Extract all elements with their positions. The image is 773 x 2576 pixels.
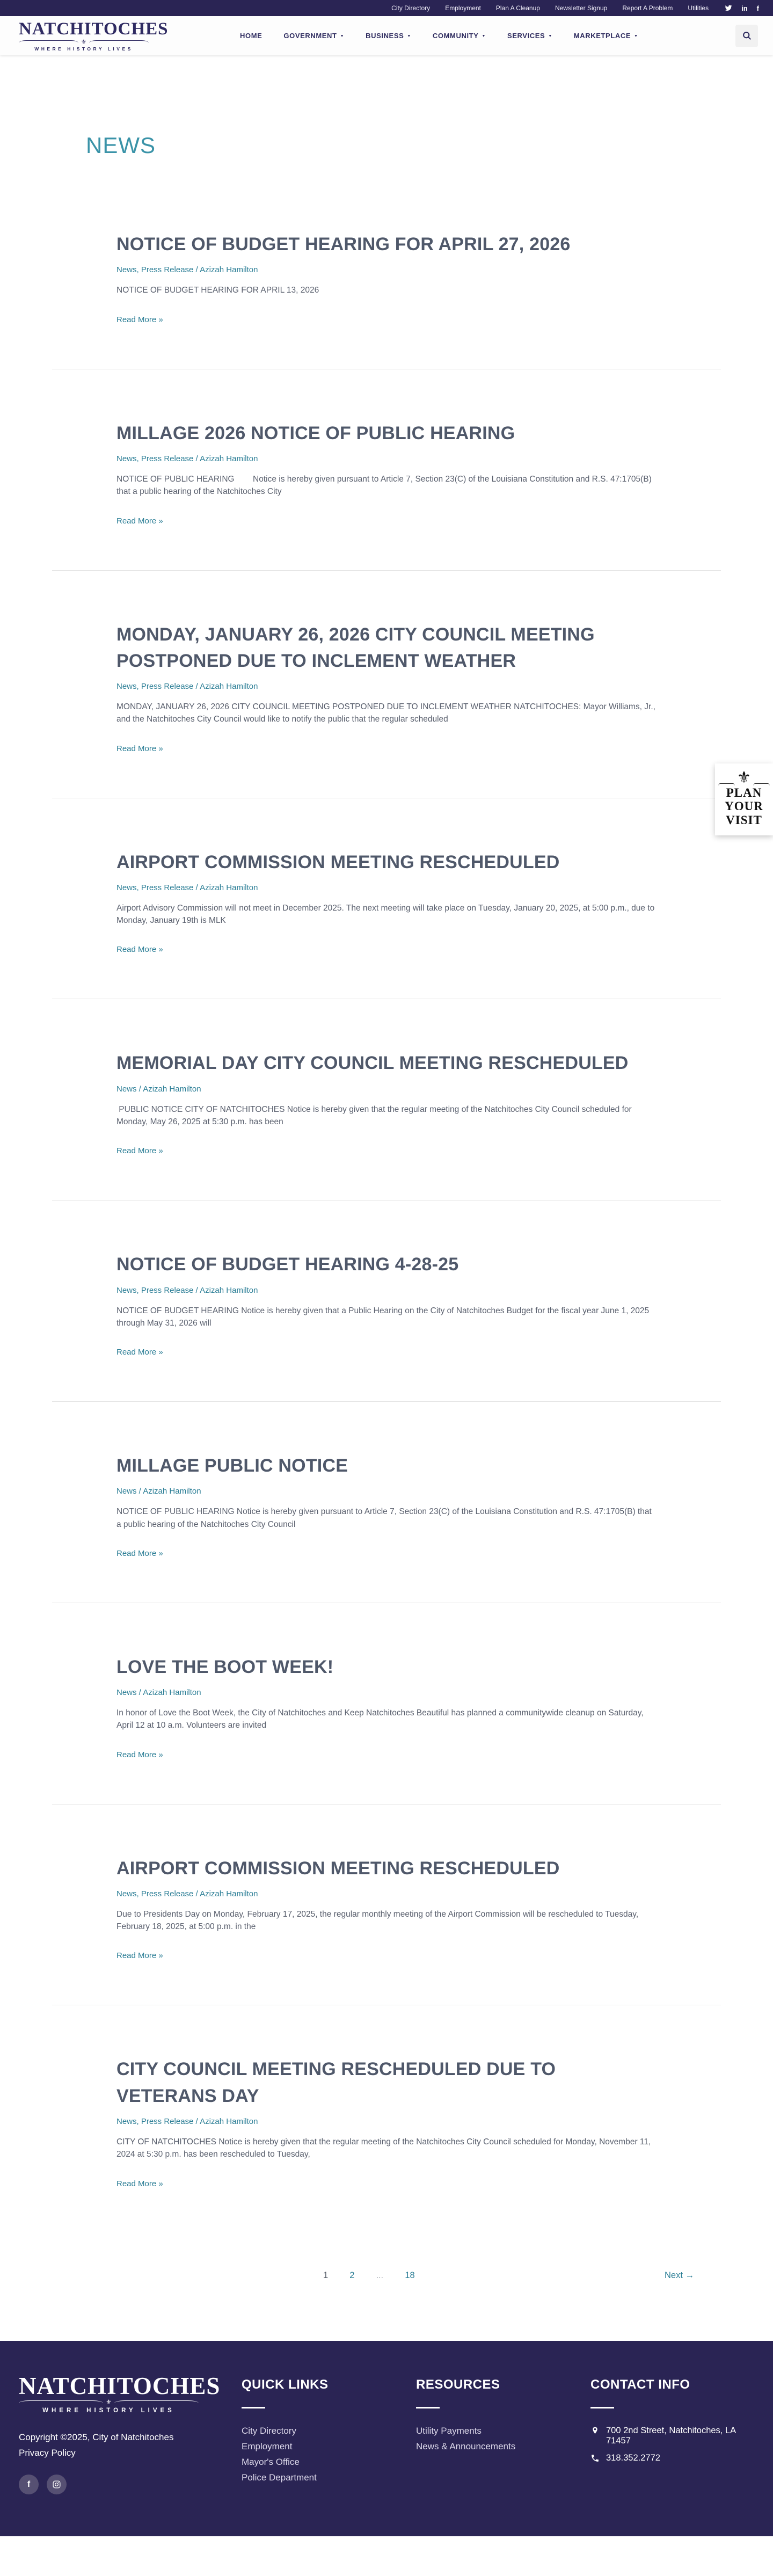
footer-link[interactable]: Utility Payments — [416, 2425, 482, 2436]
pagination — [52, 2271, 721, 2281]
article-excerpt: Due to Presidents Day on Monday, February 17, 2025, the regular monthly meeting of the Airport Commission will be rescheduled to Tuesday, February 18, 2025, at 5:00 p.m. in the — [116, 1909, 639, 1932]
read-more-link[interactable]: Read More » — [116, 1750, 163, 1759]
read-more-link[interactable]: Read More » — [116, 1146, 163, 1156]
site-logo[interactable] — [19, 19, 169, 52]
article-meta — [116, 1085, 657, 1094]
logo-tagline: WHERE HISTORY LIVES — [34, 46, 133, 52]
topbar-social — [725, 4, 759, 12]
twitter-icon[interactable] — [725, 4, 732, 12]
article-title-link[interactable]: AIRPORT COMMISSION MEETING RESCHEDULED — [116, 1858, 560, 1879]
article-title — [116, 849, 657, 876]
article-title-link[interactable]: MEMORIAL DAY CITY COUNCIL MEETING RESCHEDULED — [116, 1053, 629, 1074]
topbar-links — [391, 4, 709, 12]
article-categories-link[interactable]: News, Press Release — [116, 682, 194, 692]
meta-separator: / — [136, 1084, 143, 1094]
article-excerpt: NOTICE OF BUDGET HEARING FOR APRIL 13, 2026 — [116, 286, 319, 295]
news-article-card — [52, 1402, 721, 1603]
chevron-down-icon: ▼ — [340, 34, 345, 38]
article-meta — [116, 454, 657, 463]
fleur-de-lis-icon: ⚜ — [106, 2398, 112, 2406]
news-article-card — [52, 369, 721, 571]
meta-separator: / — [193, 682, 200, 692]
article-meta — [116, 2117, 657, 2126]
copyright-text: Copyright ©2025, City of Natchitoches — [19, 2432, 174, 2442]
article-author-link[interactable]: Azizah Hamilton — [143, 1487, 201, 1496]
site-header — [0, 16, 773, 55]
article-categories-link[interactable]: News — [116, 1487, 137, 1496]
meta-separator: / — [193, 454, 200, 464]
meta-separator: / — [136, 1487, 143, 1496]
site-footer — [0, 2341, 773, 2537]
footer-logo — [19, 2372, 221, 2495]
articles-list — [52, 180, 721, 2232]
pagination-next-link[interactable]: Next → — [664, 2270, 694, 2280]
read-more-link[interactable]: Read More » — [116, 1548, 163, 1558]
topbar-link[interactable]: City Directory — [391, 4, 431, 12]
chevron-down-icon: ▼ — [482, 34, 486, 38]
footer-flourish-left — [19, 2400, 103, 2403]
footer-contact-column — [590, 2374, 752, 2495]
footer-link-item — [242, 2441, 416, 2452]
article-excerpt: MONDAY, JANUARY 26, 2026 CITY COUNCIL MEETING POSTPONED DUE TO INCLEMENT WEATHER NATCHITOCHES: Mayor Williams, Jr., and the Natchitoches City Council would like to notify the public that the regular scheduled — [116, 702, 655, 724]
topbar-link[interactable]: Report A Problem — [622, 4, 673, 12]
news-article-card — [52, 1200, 721, 1402]
footer-link[interactable]: Police Department — [242, 2472, 317, 2483]
nav-item[interactable]: COMMUNITY ▼ — [432, 32, 486, 40]
linkedin-icon[interactable]: in — [741, 4, 748, 12]
footer-quick-links-column — [242, 2374, 416, 2495]
article-author-link[interactable]: Azizah Hamilton — [143, 1688, 201, 1698]
article-categories-link[interactable]: News, Press Release — [116, 2117, 194, 2126]
news-list-page — [52, 55, 721, 2281]
article-title-link[interactable]: CITY COUNCIL MEETING RESCHEDULED DUE TO VETERANS DAY — [116, 2059, 556, 2106]
search-icon — [742, 31, 752, 40]
article-title-link[interactable]: AIRPORT COMMISSION MEETING RESCHEDULED — [116, 852, 560, 872]
logo-flourish-right — [89, 40, 149, 43]
nav-item[interactable]: MARKETPLACE ▼ — [573, 32, 638, 40]
news-article-card — [52, 1804, 721, 2006]
plan-your-visit-line1: PLAN — [726, 786, 762, 799]
plan-your-visit-widget[interactable] — [715, 763, 773, 835]
article-title-link[interactable]: MILLAGE PUBLIC NOTICE — [116, 1456, 348, 1476]
article-title — [116, 420, 657, 447]
nav-item[interactable]: SERVICES ▼ — [507, 32, 552, 40]
read-more-link[interactable]: Read More » — [116, 1951, 163, 1961]
pagination-ellipsis: … — [376, 2271, 384, 2280]
article-author-link[interactable]: Azizah Hamilton — [200, 1285, 258, 1295]
pagination-page-2[interactable]: 2 — [349, 2270, 355, 2280]
article-author-link[interactable]: Azizah Hamilton — [200, 2117, 258, 2126]
meta-separator: / — [193, 1889, 200, 1898]
article-meta — [116, 883, 657, 892]
plan-your-visit-line3: VISIT — [726, 813, 762, 827]
page-title: NEWS — [86, 133, 156, 158]
news-article-card — [52, 999, 721, 1200]
utility-topbar — [0, 0, 773, 16]
footer-link-item — [416, 2441, 590, 2452]
article-title-link[interactable]: MONDAY, JANUARY 26, 2026 CITY COUNCIL MEETING POSTPONED DUE TO INCLEMENT WEATHER — [116, 624, 595, 671]
article-meta — [116, 1688, 657, 1697]
logo-wordmark: NATCHITOCHES — [19, 19, 169, 39]
article-author-link[interactable]: Azizah Hamilton — [200, 883, 258, 892]
article-meta — [116, 1889, 657, 1898]
topbar-link[interactable]: Employment — [445, 4, 481, 12]
nav-item[interactable]: HOME — [240, 32, 262, 40]
footer-link-item — [242, 2457, 416, 2468]
article-author-link[interactable]: Azizah Hamilton — [200, 1889, 258, 1898]
instagram-icon[interactable] — [47, 2475, 67, 2494]
meta-separator: / — [193, 883, 200, 892]
nav-item[interactable]: BUSINESS ▼ — [366, 32, 411, 40]
topbar-link[interactable]: Newsletter Signup — [555, 4, 608, 12]
article-title — [116, 1855, 657, 1882]
read-more-link[interactable]: Read More » — [116, 744, 163, 753]
read-more-link[interactable]: Read More » — [116, 2179, 163, 2188]
contact-phone-row — [590, 2453, 752, 2463]
article-categories-link[interactable]: News, Press Release — [116, 1285, 194, 1295]
pagination-current-page: 1 — [323, 2270, 329, 2280]
pagination-last-page[interactable]: 18 — [405, 2270, 415, 2280]
footer-rule — [242, 2407, 265, 2408]
article-excerpt: CITY OF NATCHITOCHES Notice is hereby given that the regular meeting of the Natchitoches City Council scheduled for Monday, November 11, 2024 at 5:30 p.m. has been rescheduled to Tuesday, — [116, 2137, 651, 2159]
article-categories-link[interactable]: News, Press Release — [116, 1889, 194, 1898]
article-title — [116, 1654, 657, 1680]
footer-link-item — [242, 2472, 416, 2483]
read-more-link[interactable]: Read More » — [116, 516, 163, 526]
meta-separator: / — [193, 2117, 200, 2126]
footer-rule — [590, 2407, 614, 2408]
contact-phone[interactable]: 318.352.2772 — [606, 2453, 660, 2463]
article-author-link[interactable]: Azizah Hamilton — [200, 682, 258, 692]
article-excerpt: PUBLIC NOTICE CITY OF NATCHITOCHES Notice is hereby given that the regular meeting of the Natchitoches City Council scheduled for Monday, May 26, 2025 at 5:30 p.m. has been — [116, 1104, 632, 1126]
footer-column-title: RESOURCES — [416, 2377, 500, 2392]
read-more-link[interactable]: Read More » — [116, 1348, 163, 1357]
article-title — [116, 622, 657, 675]
footer-column-title: QUICK LINKS — [242, 2377, 329, 2392]
article-excerpt: Airport Advisory Commission will not meet in December 2025. The next meeting will take place on Tuesday, January 20, 2025, at 5:00 p.m., due to Monday, January 19th is MLK — [116, 903, 655, 926]
article-excerpt: NOTICE OF PUBLIC HEARING Notice is hereby given pursuant to Article 7, Section 23(C) of the Louisiana Constitution and R.S. 47:1705(B) that a public hearing of the Natchitoches City Council — [116, 1507, 652, 1529]
chevron-down-icon: ▼ — [407, 34, 411, 38]
facebook-icon[interactable]: f — [19, 2475, 39, 2494]
article-meta — [116, 682, 657, 691]
fleur-de-lis-icon: ⚜ — [736, 769, 752, 787]
news-article-card — [52, 798, 721, 1000]
privacy-policy-link[interactable]: Privacy Policy — [19, 2448, 76, 2458]
meta-separator: / — [193, 265, 200, 275]
article-categories-link[interactable]: News — [116, 1084, 137, 1094]
footer-link-item — [416, 2426, 590, 2436]
article-categories-link[interactable]: News, Press Release — [116, 454, 194, 464]
article-title — [116, 1453, 657, 1479]
footer-column-title: CONTACT INFO — [590, 2377, 690, 2392]
footer-link-item — [242, 2426, 416, 2436]
search-button[interactable] — [735, 25, 758, 47]
article-meta — [116, 265, 657, 274]
article-author-link[interactable]: Azizah Hamilton — [143, 1084, 201, 1094]
phone-icon — [590, 2454, 600, 2463]
topbar-link[interactable]: Utilities — [688, 4, 709, 12]
article-excerpt: In honor of Love the Boot Week, the City of Natchitoches and Keep Natchitoches Beautiful has planned a communitywide cleanup on Saturday, April 12 at 10 a.m. Volunteers are invited — [116, 1708, 644, 1730]
article-title-link[interactable]: LOVE THE BOOT WEEK! — [116, 1656, 334, 1677]
logo-flourish-left — [19, 40, 78, 43]
article-meta — [116, 1286, 657, 1295]
article-excerpt: NOTICE OF PUBLIC HEARING Notice is hereby given pursuant to Article 7, Section 23(C) of the Louisiana Constitution and R.S. 47:1705(B) that a public hearing of the Natchitoches City — [116, 475, 652, 497]
article-categories-link[interactable]: News — [116, 1688, 137, 1698]
article-author-link[interactable]: Azizah Hamilton — [200, 454, 258, 464]
map-marker-icon — [590, 2426, 600, 2435]
chevron-down-icon: ▼ — [548, 34, 552, 38]
footer-link[interactable]: News & Announcements — [416, 2441, 516, 2451]
article-title-link[interactable]: NOTICE OF BUDGET HEARING 4-28-25 — [116, 1254, 459, 1275]
topbar-link[interactable]: Plan A Cleanup — [495, 4, 540, 12]
footer-rule — [416, 2407, 440, 2408]
article-title — [116, 231, 657, 258]
fleur-de-lis-icon: ⚜ — [81, 38, 87, 46]
article-excerpt: NOTICE OF BUDGET HEARING Notice is hereby given that a Public Hearing on the City of Natchitoches Budget for the fiscal year June 1, 2025 through May 31, 2026 will — [116, 1306, 650, 1328]
news-article-card — [52, 571, 721, 798]
article-categories-link[interactable]: News, Press Release — [116, 883, 194, 892]
article-title-link[interactable]: NOTICE OF BUDGET HEARING FOR APRIL 27, 2026 — [116, 234, 571, 255]
footer-link[interactable]: Mayor's Office — [242, 2456, 300, 2467]
contact-address: 700 2nd Street, Natchitoches, LA 71457 — [606, 2425, 736, 2446]
footer-flourish-right — [114, 2400, 199, 2403]
contact-address-row — [590, 2426, 752, 2446]
meta-separator: / — [193, 1285, 200, 1295]
resources-list — [416, 2426, 590, 2452]
news-article-card — [52, 2005, 721, 2232]
plan-your-visit-line2: YOUR — [725, 799, 763, 813]
facebook-icon[interactable]: f — [756, 4, 759, 12]
read-more-link[interactable]: Read More » — [116, 945, 163, 955]
nav-item[interactable]: GOVERNMENT ▼ — [283, 32, 345, 40]
read-more-link[interactable]: Read More » — [116, 315, 163, 324]
news-article-card — [52, 180, 721, 369]
article-title-link[interactable]: MILLAGE 2026 NOTICE OF PUBLIC HEARING — [116, 423, 515, 443]
article-title — [116, 1050, 657, 1076]
meta-separator: / — [136, 1688, 143, 1698]
article-title — [116, 2056, 657, 2109]
footer-logo-wordmark: NATCHITOCHES — [19, 2372, 221, 2399]
footer-logo-tagline: WHERE HISTORY LIVES — [42, 2407, 175, 2414]
news-article-card — [52, 1603, 721, 1804]
main-navigation — [240, 32, 638, 40]
article-title — [116, 1251, 657, 1278]
footer-link[interactable]: City Directory — [242, 2425, 297, 2436]
article-author-link[interactable]: Azizah Hamilton — [200, 265, 258, 275]
article-meta — [116, 1487, 657, 1496]
chevron-down-icon: ▼ — [634, 34, 638, 38]
footer-resources-column — [416, 2374, 590, 2495]
quick-links-list — [242, 2426, 416, 2483]
footer-link[interactable]: Employment — [242, 2441, 293, 2451]
article-categories-link[interactable]: News, Press Release — [116, 265, 194, 275]
pagination-pages — [323, 2271, 415, 2281]
